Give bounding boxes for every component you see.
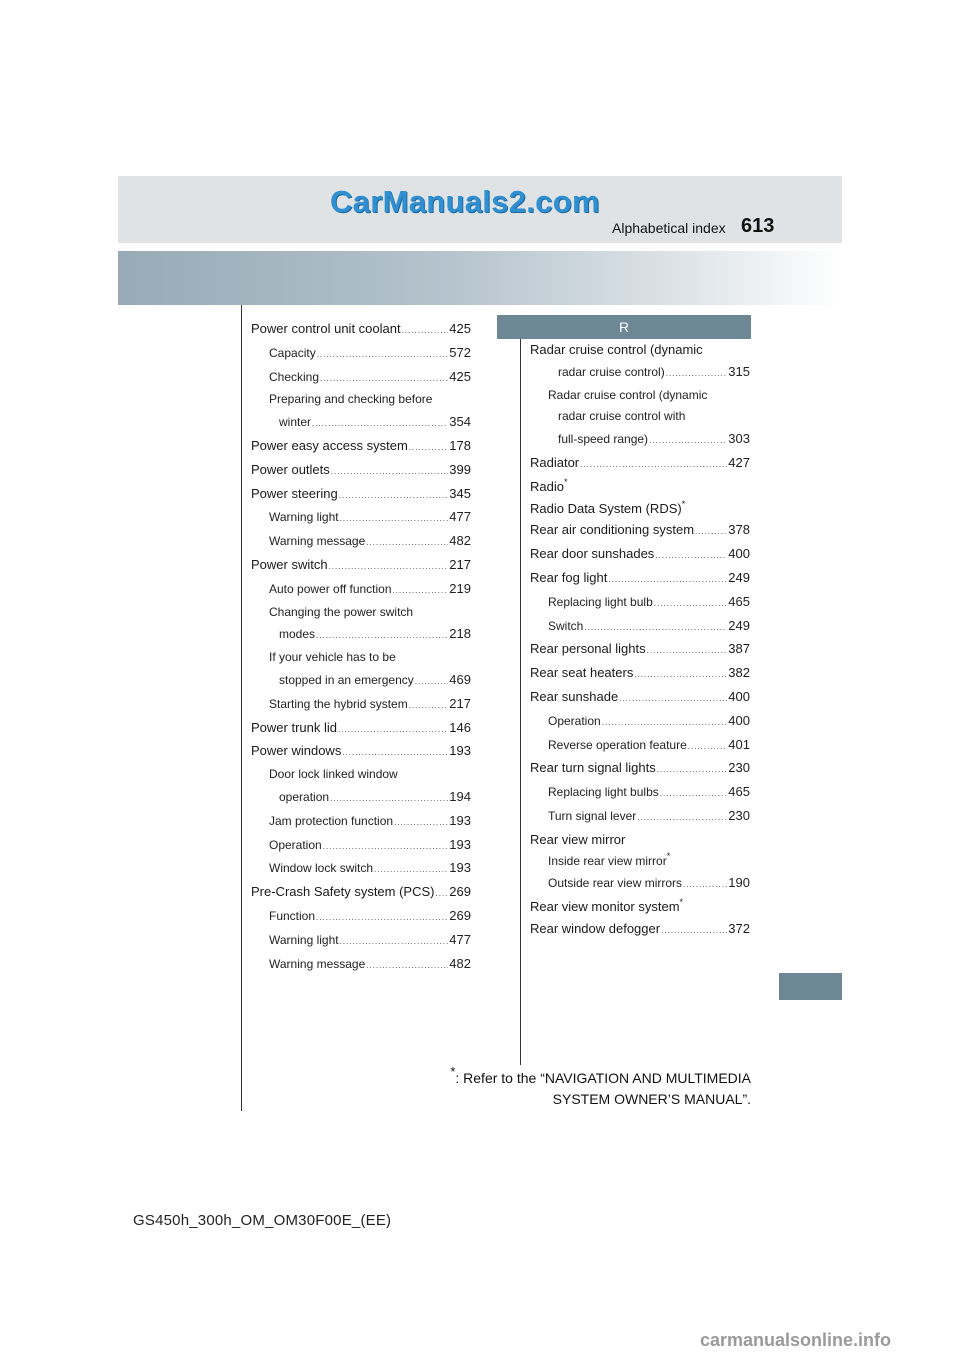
- index-entry-page[interactable]: 465: [728, 784, 750, 800]
- index-entry-label: Warning light: [269, 932, 339, 947]
- index-entry-page[interactable]: 249: [728, 617, 750, 633]
- dot-leader: [317, 344, 449, 366]
- index-column-right: [530, 339, 750, 942]
- index-entry: [530, 851, 750, 873]
- dot-leader: [436, 883, 449, 905]
- index-entry: [530, 829, 750, 851]
- index-entry: [251, 602, 471, 624]
- index-entry-page[interactable]: 193: [449, 860, 471, 876]
- index-entry-label: If your vehicle has to be: [269, 650, 396, 665]
- index-entry: [251, 953, 471, 977]
- index-entry-label: Rear turn signal lights: [530, 760, 656, 776]
- index-entry-label: Rear view mirror: [530, 831, 626, 847]
- index-entry: [251, 483, 471, 507]
- index-entry-page[interactable]: 193: [449, 743, 471, 759]
- dot-leader: [688, 736, 728, 758]
- index-entry: [251, 506, 471, 530]
- index-entry-label: Checking: [269, 369, 320, 384]
- index-entry-label: Door lock linked window: [269, 767, 398, 782]
- index-entry-label: radar cruise control with: [558, 409, 686, 424]
- index-entry-page[interactable]: 345: [449, 485, 471, 501]
- index-entry: [251, 693, 471, 717]
- index-entry: [530, 805, 750, 829]
- index-entry-page[interactable]: 401: [728, 736, 750, 752]
- index-entry-page[interactable]: 378: [728, 522, 750, 538]
- index-entry-label: Radio Data System (RDS): [530, 500, 682, 516]
- index-entry-label: Power trunk lid: [251, 719, 337, 735]
- footnote-star: *: [450, 1064, 456, 1079]
- index-entry: [251, 459, 471, 483]
- index-entry-label: Power steering: [251, 485, 338, 501]
- dot-leader: [580, 454, 727, 476]
- index-entry-label: modes: [279, 627, 316, 642]
- index-entry: [530, 543, 750, 567]
- index-entry-label: Changing the power switch: [269, 604, 414, 619]
- index-entry-page[interactable]: 372: [728, 920, 750, 936]
- index-entry-page[interactable]: 303: [728, 431, 750, 447]
- index-entry: [530, 339, 750, 361]
- index-entry-label: Reverse operation feature: [548, 737, 687, 752]
- index-entry-page[interactable]: 482: [449, 533, 471, 549]
- dot-leader: [316, 907, 448, 929]
- index-entry-label: radar cruise control): [558, 364, 665, 379]
- index-entry-label: Outside rear view mirrors: [548, 876, 683, 891]
- index-entry-page[interactable]: 465: [728, 593, 750, 609]
- index-entry-page[interactable]: 193: [449, 812, 471, 828]
- index-entry: [251, 318, 471, 342]
- dot-leader: [655, 545, 727, 567]
- dot-leader: [584, 617, 727, 639]
- index-entry: [530, 476, 750, 498]
- dot-leader: [608, 569, 727, 591]
- index-entry: [530, 918, 750, 942]
- index-entry: [251, 905, 471, 929]
- index-entry-label: Warning light: [269, 510, 339, 525]
- dot-leader: [683, 874, 727, 896]
- index-entry-page[interactable]: 146: [449, 719, 471, 735]
- dot-leader: [340, 931, 449, 953]
- document-code: GS450h_300h_OM_OM30F00E_(EE): [133, 1212, 392, 1229]
- reference-star: *: [679, 897, 684, 908]
- index-entry-page[interactable]: 269: [449, 884, 471, 900]
- index-entry: [530, 757, 750, 781]
- index-entry-page[interactable]: 382: [728, 665, 750, 681]
- index-entry-label: Starting the hybrid system: [269, 696, 408, 711]
- dot-leader: [339, 485, 449, 507]
- index-entry-page[interactable]: 425: [449, 321, 471, 336]
- index-entry-page[interactable]: 217: [449, 695, 471, 711]
- index-entry-label: operation: [279, 789, 330, 804]
- dot-leader: [695, 521, 727, 543]
- letter-heading-r: R: [497, 315, 751, 339]
- index-entry-label: Rear seat heaters: [530, 665, 634, 681]
- index-entry: [530, 452, 750, 476]
- index-entry-label: Rear fog light: [530, 569, 608, 585]
- dot-leader: [661, 920, 727, 942]
- side-index-tab[interactable]: [779, 973, 842, 1000]
- index-entry-page[interactable]: 469: [449, 671, 471, 687]
- dot-leader: [657, 759, 728, 781]
- index-entry: [530, 638, 750, 662]
- index-entry-page[interactable]: 387: [728, 641, 750, 657]
- footnote-line-1: [395, 1064, 751, 1089]
- index-entry-label: Window lock switch: [269, 861, 374, 876]
- dot-leader: [366, 532, 448, 554]
- index-entry: [251, 554, 471, 578]
- index-entry-label: Function: [269, 908, 316, 923]
- dot-leader: [340, 508, 449, 530]
- index-entry-label: Pre-Crash Safety system (PCS): [251, 884, 435, 900]
- index-entry: [251, 717, 471, 741]
- index-entry: [251, 435, 471, 459]
- index-entry: [251, 623, 471, 647]
- page-number: 613: [741, 215, 775, 237]
- index-entry: [530, 615, 750, 639]
- dot-leader: [647, 640, 728, 662]
- header-gradient-band: [118, 251, 842, 305]
- left-column-rule: [241, 305, 242, 1111]
- index-entry: [251, 810, 471, 834]
- index-entry-label: Power outlets: [251, 461, 330, 477]
- index-entry-label: Operation: [548, 713, 601, 728]
- index-entry-label: Rear view monitor system: [530, 899, 680, 915]
- index-entry-label: Power easy access system: [251, 437, 408, 453]
- index-entry-page[interactable]: 194: [449, 788, 471, 804]
- index-entry-label: Radar cruise control (dynamic: [548, 387, 708, 402]
- dot-leader: [637, 807, 727, 829]
- index-entry-page[interactable]: 230: [728, 807, 750, 823]
- index-entry: [251, 786, 471, 810]
- index-entry-page[interactable]: 400: [728, 688, 750, 704]
- index-entry-label: Replacing light bulb: [548, 594, 653, 609]
- index-entry-page[interactable]: 354: [449, 414, 471, 430]
- dot-leader: [409, 437, 449, 459]
- index-entry-label: Preparing and checking before: [269, 392, 433, 407]
- index-entry: [530, 896, 750, 918]
- dot-leader: [666, 363, 728, 385]
- index-entry-page[interactable]: 218: [449, 626, 471, 642]
- index-entry-page[interactable]: 178: [449, 437, 471, 453]
- index-entry: [251, 929, 471, 953]
- index-entry: [251, 740, 471, 764]
- index-entry: [251, 881, 471, 905]
- dot-leader: [402, 320, 449, 342]
- index-entry: [530, 591, 750, 615]
- index-entry-label: Power switch: [251, 556, 328, 572]
- footnote-line-2: SYSTEM OWNER’S MANUAL”.: [552, 1091, 751, 1107]
- index-entry: [251, 669, 471, 693]
- index-entry-label: winter: [279, 415, 312, 430]
- dot-leader: [634, 664, 727, 686]
- index-entry-page[interactable]: 425: [449, 368, 471, 384]
- index-entry-page[interactable]: 315: [728, 363, 750, 379]
- index-entry-page[interactable]: 190: [728, 875, 750, 891]
- index-entry: [530, 734, 750, 758]
- column-divider: [520, 338, 521, 1065]
- dot-leader: [649, 430, 727, 452]
- index-entry: [251, 857, 471, 881]
- dot-leader: [415, 671, 449, 693]
- index-entry-label: stopped in an emergency: [279, 672, 414, 687]
- dot-leader: [602, 712, 728, 734]
- dot-leader: [323, 836, 449, 858]
- index-entry-page[interactable]: 477: [449, 509, 471, 525]
- index-entry-page[interactable]: 230: [728, 760, 750, 776]
- dot-leader: [660, 783, 728, 805]
- index-entry: [530, 686, 750, 710]
- index-entry: [251, 411, 471, 435]
- index-column-left: [251, 318, 471, 976]
- index-entry-label: Auto power off function: [269, 581, 392, 596]
- footnote: [395, 1064, 751, 1110]
- index-entry: [530, 428, 750, 452]
- index-entry-page[interactable]: 249: [728, 569, 750, 585]
- index-entry-label: Radar cruise control (dynamic: [530, 342, 703, 357]
- index-entry-label: Radio: [530, 478, 564, 494]
- index-entry: [251, 342, 471, 366]
- index-entry-page[interactable]: 399: [449, 461, 471, 477]
- dot-leader: [331, 461, 449, 483]
- index-entry-page[interactable]: 482: [449, 955, 471, 971]
- dot-leader: [619, 688, 727, 710]
- index-entry: [530, 361, 750, 385]
- index-entry: [251, 389, 471, 411]
- footnote-text-1: : Refer to the “NAVIGATION AND MULTIMEDIA: [455, 1070, 751, 1086]
- index-entry-page[interactable]: 193: [449, 836, 471, 852]
- dot-leader: [316, 625, 448, 647]
- index-entry: [251, 578, 471, 602]
- index-entry-label: Radiator: [530, 454, 580, 470]
- index-entry: [251, 834, 471, 858]
- index-entry-label: Rear personal lights: [530, 641, 646, 657]
- index-entry-label: Replacing light bulbs: [548, 785, 659, 800]
- dot-leader: [394, 812, 448, 834]
- dot-leader: [393, 580, 449, 602]
- index-entry: [251, 764, 471, 786]
- index-entry-label: Capacity: [269, 345, 316, 360]
- dot-leader: [329, 556, 449, 578]
- index-entry-label: Rear sunshade: [530, 688, 619, 704]
- index-entry-label: Turn signal lever: [548, 808, 637, 823]
- index-entry: [251, 530, 471, 554]
- reference-star: *: [681, 498, 686, 509]
- index-entry-page[interactable]: 477: [449, 931, 471, 947]
- dot-leader: [320, 368, 448, 390]
- index-entry-label: Jam protection function: [269, 813, 394, 828]
- index-entry-page[interactable]: 217: [449, 556, 471, 572]
- index-entry: [530, 406, 750, 428]
- index-entry: [530, 872, 750, 896]
- dot-leader: [342, 742, 448, 764]
- index-entry-page[interactable]: 427: [728, 454, 750, 470]
- section-title: Alphabetical index: [612, 220, 726, 236]
- dot-leader: [312, 413, 448, 435]
- index-entry-label: Switch: [548, 618, 584, 633]
- index-entry-label: Power control unit coolant: [251, 321, 401, 336]
- index-entry-label: Warning message: [269, 956, 366, 971]
- index-entry: [530, 567, 750, 591]
- index-entry-label: Warning message: [269, 534, 366, 549]
- index-entry: [530, 710, 750, 734]
- dot-leader: [374, 859, 448, 881]
- index-entry: [530, 781, 750, 805]
- index-entry: [530, 519, 750, 543]
- dot-leader: [330, 788, 448, 810]
- index-entry: [530, 498, 750, 520]
- dot-leader: [409, 695, 449, 717]
- reference-star: *: [666, 850, 671, 861]
- index-entry-label: full-speed range): [558, 432, 649, 447]
- carmanualsonline-watermark[interactable]: carmanualsonline.info: [700, 1330, 892, 1350]
- dot-leader: [366, 955, 448, 977]
- index-entry-page[interactable]: 269: [449, 907, 471, 923]
- index-entry-page[interactable]: 219: [449, 580, 471, 596]
- index-entry: [251, 647, 471, 669]
- index-entry-label: Rear window defogger: [530, 920, 661, 936]
- dot-leader: [654, 593, 728, 615]
- dot-leader: [338, 719, 448, 741]
- index-entry-label: Rear air conditioning system: [530, 522, 695, 538]
- index-entry-label: Operation: [269, 837, 322, 852]
- index-entry: [251, 366, 471, 390]
- index-entry-label: Inside rear view mirror: [548, 853, 667, 868]
- carmanuals-watermark[interactable]: CarManuals2.com: [330, 184, 600, 219]
- index-entry-page[interactable]: 400: [728, 546, 750, 562]
- reference-star: *: [563, 476, 568, 487]
- index-entry: [530, 385, 750, 407]
- index-entry-page[interactable]: 572: [449, 344, 471, 360]
- index-entry-label: Rear door sunshades: [530, 546, 655, 562]
- index-entry-label: Power windows: [251, 743, 342, 759]
- index-entry: [530, 662, 750, 686]
- index-entry-page[interactable]: 400: [728, 712, 750, 728]
